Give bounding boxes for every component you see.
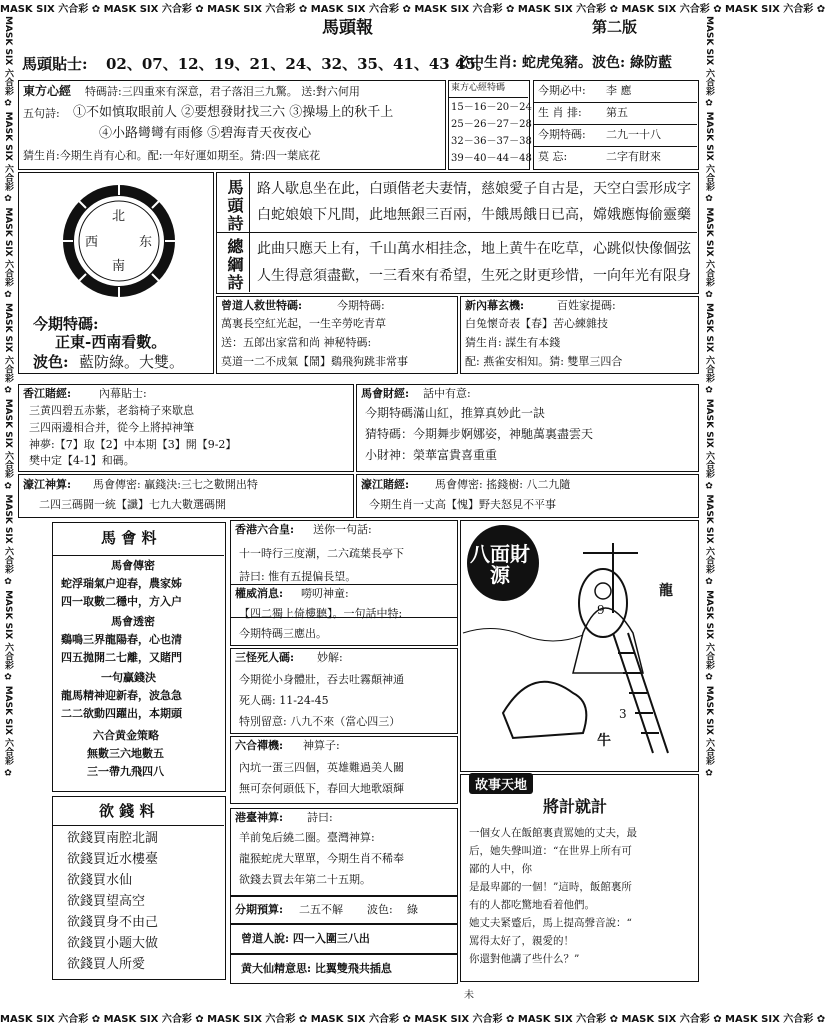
- haojiang-box-1: [18, 474, 354, 518]
- desire-item: 欲錢買人所愛: [67, 957, 146, 972]
- zeng-says: 曾道人說: 四一入圍三八出: [241, 932, 370, 945]
- must-value: 二九一十八: [606, 128, 661, 141]
- five-line-label: 五句詩:: [23, 107, 60, 120]
- horse-club-title: 馬 會 料: [101, 529, 157, 547]
- dead-line: 特別留意: 八九不來（當心四三）: [239, 715, 401, 728]
- general-poem-title: 總綱詩: [225, 238, 244, 292]
- dead-code-box: [230, 648, 458, 734]
- zeng-box: [216, 296, 458, 374]
- haojiang-line: 二四三碼闘一統【讖】七九大數選碼開: [39, 498, 226, 511]
- zeng-says-box: [230, 924, 458, 954]
- must-value: 二字有財來: [606, 150, 661, 163]
- must-box: [533, 80, 699, 170]
- horse-club-section-title: 六合黄金策略: [93, 729, 159, 742]
- footer-mark: 未: [464, 990, 474, 1001]
- hk-six-line: 十一時行三度潮，二六疏葉長亭下: [239, 547, 404, 560]
- five-line-2: ④小路彎彎有雨修 ⑤碧海青天夜夜心: [99, 126, 312, 141]
- border-band-right: MASK SIX 六合彩 ✿ MASK SIX 六合彩 ✿ MASK SIX 六合彩 ✿ MASK SIX 六合彩 ✿ MASK SIX 六合彩 ✿ MASK SIX 六合彩 ✿ MASK SIX 六合彩 ✿ MASK SIX 六合彩 ✿: [704, 16, 714, 779]
- compass-box: [18, 172, 214, 374]
- special-code-title: 東方心經特碼: [451, 83, 506, 93]
- hk-six-line: 詩曰: 惟有五提偏長望。: [239, 570, 357, 583]
- today-code-label: 今期特碼:: [33, 315, 99, 333]
- horse-club-line: 四五拋開二七離，又賭門: [61, 651, 182, 664]
- xinnei-line: 配: 燕雀安相知。猜: 雙單三四合: [465, 355, 623, 368]
- story-line: 她丈夫紧蹙后，馬上提高聲音說：“: [469, 917, 632, 929]
- dongfang-title: 東方心經: [23, 84, 72, 98]
- dongfang-box: [18, 80, 446, 170]
- hk-gamble-title: 香江賭經:: [23, 387, 72, 400]
- number-label: 3: [619, 707, 627, 721]
- story-line: 鄙的人中，你: [469, 863, 532, 875]
- story-line: 你還對他講了些什么？”: [469, 953, 580, 965]
- news-sub: 嘮叨神童:: [301, 587, 349, 600]
- news-line: 今期特碼三應出。: [239, 627, 327, 640]
- horse-club-section-title: 馬會透密: [111, 615, 155, 628]
- forecast-color-label: 波色:: [367, 903, 393, 916]
- dongfang-special: 特碼詩:三四重來有深意，君子落泪三九驚。 送:對六何用: [85, 85, 360, 98]
- horse-club-line: 四一取數二穩中，方入户: [61, 595, 182, 608]
- tipster-numbers: 02、07、12、19、21、24、32、35、41、43 45。: [106, 55, 491, 73]
- compass-east: 东: [139, 235, 153, 250]
- special-code-row: 39－40－44－48: [451, 153, 532, 164]
- special-code-box: [448, 80, 530, 170]
- zeng-title: 曾道人救世特碼:: [221, 299, 303, 312]
- border-band-bottom: MASK SIX 六合彩 ✿ MASK SIX 六合彩 ✿ MASK SIX 六合彩 ✿ MASK SIX 六合彩 ✿ MASK SIX 六合彩 ✿ MASK SIX 六合彩 ✿ MASK SIX 六合彩 ✿ MASK SIX 六合彩 ✿: [0, 1013, 825, 1025]
- horse-club-box: [52, 522, 226, 792]
- illustration-box: [460, 520, 699, 772]
- xinnei-line: 猜生肖: 謀生有本錢: [465, 336, 561, 349]
- tipster-color: 波色: 綠防藍: [592, 55, 673, 71]
- border-band-left: MASK SIX 六合彩 ✿ MASK SIX 六合彩 ✿ MASK SIX 六合彩 ✿ MASK SIX 六合彩 ✿ MASK SIX 六合彩 ✿ MASK SIX 六合彩 ✿ MASK SIX 六合彩 ✿ MASK SIX 六合彩 ✿: [3, 16, 13, 779]
- desire-item: 欲錢買近水樓臺: [67, 852, 159, 867]
- fortune-banner: 八面財源: [470, 542, 530, 587]
- ox-label: 牛: [597, 733, 611, 749]
- story-line: 罵得太好了，親愛的！: [469, 935, 574, 947]
- hk-gamble-sub: 內幕貼士:: [99, 387, 147, 400]
- zen-line: 內坑一蛋三四個，英雄難過美人關: [239, 761, 404, 774]
- taiwan-box: [230, 808, 458, 896]
- dongfang-guess: 猜生肖:今期生肖有心和。配:一年好運如期至。猜:四一葉底花: [23, 149, 321, 162]
- general-poem-line: 人生得意須盡歡，一三看來有希望，生死之財更珍惜，一向年光有限身: [257, 268, 691, 284]
- xinnei-line: 白兔懷奇表【春】苦心練雜技: [465, 317, 608, 330]
- number-label: 9: [597, 603, 605, 617]
- horse-poem-line: 白蛇娘娘下凡間，此地無銀三百兩，牛餓馬餓日已高，嫦娥應悔偷靈藥: [257, 207, 691, 223]
- story-line: 一個女人在飯館裏責罵她的丈夫，最: [469, 827, 637, 839]
- desire-item: 欲錢買望高空: [67, 894, 146, 909]
- desire-item: 欲錢買水仙: [67, 873, 133, 888]
- five-line-1: ①不如慎取眼前人 ②要想發財找三六 ③操場上的秋千上: [73, 105, 394, 120]
- horse-wealth-box: [356, 384, 699, 472]
- horse-club-line: 三一帶九飛四八: [87, 765, 164, 778]
- forecast-color: 綠: [407, 903, 418, 916]
- poem-box: [216, 172, 699, 294]
- must-label: 今期必中:: [538, 84, 586, 97]
- taiwan-line: 欲錢去買去年第二十五期。: [239, 873, 371, 886]
- haojiang-line: 今期生肖一丈高【愧】野夫怒見不平事: [369, 498, 556, 511]
- haojiang-box-2: [356, 474, 699, 518]
- huang-box: [230, 954, 458, 984]
- hk-gamble-line: 神夢:【7】取【2】中本期【3】開【9-2】: [29, 438, 237, 451]
- dead-line: 今期從小身體壯，吞去吐霧顛神通: [239, 673, 404, 686]
- haojiang-sub: 馬會傳密: 搖錢樹: 八二九隨: [435, 478, 571, 491]
- horse-wealth-sub: 話中有意:: [423, 387, 471, 400]
- zen-line: 無可奈何頭低下，春回大地歌頌輝: [239, 782, 404, 795]
- xinnei-box: [460, 296, 699, 374]
- zen-box: [230, 736, 458, 804]
- compass-icon: [59, 181, 179, 301]
- story-line: 有的人都吃驚地看着他們。: [469, 899, 595, 911]
- horse-poem-line: 路人歇息坐在此，白頭偕老夫妻情，慈娘愛子自古是，天空白雲形成字: [257, 181, 691, 197]
- today-color-label: 波色:: [33, 353, 69, 371]
- dead-sub: 妙解:: [317, 651, 343, 664]
- dead-line: 死人碼: 11-24-45: [239, 694, 329, 707]
- story-line: 后，她失聲叫道：“在世界上所有可: [469, 845, 632, 857]
- special-code-row: 32－36－37－38: [451, 136, 532, 147]
- hk-gamble-line: 樊中定【4-1】和碼。: [29, 454, 135, 467]
- horse-club-section-title: 馬會傳密: [111, 559, 155, 572]
- dead-title: 三怪死人碼:: [235, 651, 295, 664]
- zeng-line: 送：五郎出家當和尚 神秘特碼:: [221, 336, 372, 349]
- taiwan-line: 羊前兔后繞二圈。臺灣神算:: [239, 831, 375, 844]
- news-line: 【四二獨上倚樓聽】。一句話中特:: [239, 607, 403, 620]
- horse-poem-title: 馬頭詩: [225, 179, 244, 233]
- must-label: 莫 忘:: [538, 150, 568, 163]
- taiwan-title: 港臺神算:: [235, 811, 284, 824]
- taiwan-line: 龍猴蛇虎大單單，今期生肖不稀奉: [239, 852, 404, 865]
- special-code-row: 25－26－27－28: [451, 119, 532, 130]
- zeng-today: 今期特碼:: [337, 299, 385, 312]
- news-title: 權威消息:: [235, 587, 284, 600]
- zeng-line: 莫道一二不成氣【鬧】鷄飛狗跳非常事: [221, 355, 408, 368]
- today-code-value: 正東-西南看數。: [55, 333, 167, 351]
- hk-gamble-box: [18, 384, 354, 472]
- horse-club-section-title: 一句贏錢決: [101, 671, 156, 684]
- zen-title: 六合禪機:: [235, 739, 284, 752]
- horse-club-line: 鷄鳴三界龍陽春，心也清: [61, 633, 182, 646]
- news-box: [230, 584, 458, 646]
- edition-label: 第二版: [592, 18, 638, 36]
- horse-club-line: 蛇浮瑞氣户迎春，農家姊: [61, 577, 182, 590]
- story-box: [460, 774, 699, 982]
- zen-sub: 神算子:: [303, 739, 340, 752]
- huang-text: 黄大仙精意思: 比翼雙飛共插息: [241, 962, 392, 975]
- hk-six-title: 香港六合皇:: [235, 523, 295, 536]
- must-value: 第五: [606, 106, 628, 119]
- must-value: 李 應: [606, 84, 632, 97]
- desire-box: [52, 796, 226, 980]
- hk-gamble-line: 三黄四碧五赤紫，老翁椅子來歇息: [29, 404, 194, 417]
- haojiang-sub: 馬會傳密: 贏錢決:三七之數開出特: [93, 478, 258, 491]
- forecast-value: 二五不解: [299, 903, 343, 916]
- xinnei-title: 新內幕玄機:: [465, 299, 525, 312]
- desire-item: 欲錢買南腔北調: [67, 831, 159, 846]
- tipster-label: 馬頭貼士:: [22, 55, 88, 73]
- must-label: 今期特碼:: [538, 128, 586, 141]
- forecast-title: 分期預算:: [235, 903, 284, 916]
- forecast-box: [230, 896, 458, 924]
- horse-club-line: 無數三六地數五: [87, 747, 164, 760]
- horse-wealth-title: 馬會財經:: [361, 387, 410, 400]
- horse-wealth-line: 今期特碼滿山紅，推算真妙此一訣: [365, 406, 546, 420]
- zeng-line: 萬裏長空紅光起，一生辛勞吃青草: [221, 317, 386, 330]
- paper-name: 馬頭報: [318, 18, 377, 38]
- general-poem-line: 此曲只應天上有，千山萬水相挂念，地上黄牛在吃草，心跳似快像個弦: [257, 241, 691, 257]
- compass-north: 北: [112, 209, 126, 224]
- must-label: 生 肖 排:: [538, 106, 582, 119]
- must-zodiac: 必中生肖: 蛇虎兔豬。: [456, 55, 593, 71]
- horse-wealth-line: 猜特碼：今期舞步婀娜姿，神馳萬裏盡雲天: [365, 427, 594, 441]
- today-color: 藍防綠。大雙。: [79, 353, 185, 371]
- haojiang-title: 濠江賭經:: [361, 478, 410, 491]
- haojiang-title: 濠江神算:: [23, 478, 72, 491]
- dragon-label: 龍: [659, 583, 673, 599]
- desire-item: 欲錢買身不由己: [67, 915, 159, 930]
- compass-west: 西: [85, 235, 99, 250]
- special-code-row: 15－16－20－24: [451, 102, 532, 113]
- desire-item: 欲錢買小题大做: [67, 936, 159, 951]
- hk-gamble-line: 三四兩邊相合并，從今上將掉神筆: [29, 421, 194, 434]
- xinnei-sub: 百姓家提碼:: [557, 299, 616, 312]
- horse-wealth-line: 小財神：榮華富貴喜重重: [365, 448, 498, 462]
- hk-six-sub: 送你一句話:: [313, 523, 372, 536]
- compass-south: 南: [112, 259, 126, 274]
- horse-club-line: 龍馬精神迎新春，波急急: [61, 689, 182, 702]
- taiwan-sub: 詩曰:: [307, 811, 333, 824]
- story-badge: 故事天地: [469, 773, 533, 794]
- story-line: 是最卑鄙的一個！”這時，飯館裏所: [469, 881, 632, 893]
- desire-title: 欲 錢 料: [99, 802, 155, 820]
- border-band-top: MASK SIX 六合彩 ✿ MASK SIX 六合彩 ✿ MASK SIX 六合彩 ✿ MASK SIX 六合彩 ✿ MASK SIX 六合彩 ✿ MASK SIX 六合彩 ✿ MASK SIX 六合彩 ✿ MASK SIX 六合彩 ✿: [0, 3, 825, 15]
- story-title: 將計就計: [543, 797, 608, 816]
- horse-club-line: 二二欲動四躍出，本期頭: [61, 707, 182, 720]
